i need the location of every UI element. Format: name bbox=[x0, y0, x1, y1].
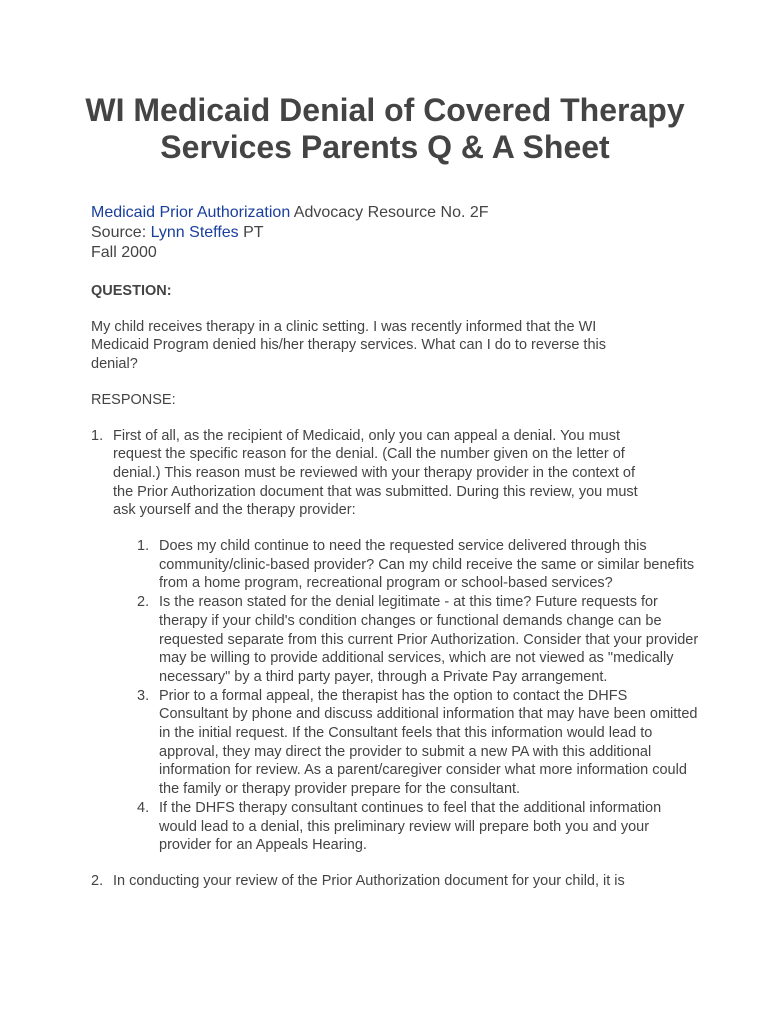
author-suffix: PT bbox=[238, 224, 264, 241]
resource-line bbox=[91, 203, 489, 223]
list-number: 2. bbox=[91, 872, 104, 889]
question-heading: QUESTION: bbox=[91, 283, 172, 299]
list-item-text: First of all, as the recipient of Medicaid, only you can appeal a denial. You must request the specific reason for the denial. (Call the number given on the letter of denial.) This reason must be reviewed with your therapy provider in the context of the Prior Authorization document that was submitted. During this review, you must ask yourself and the therapy provider: bbox=[113, 427, 638, 519]
medicaid-pa-link[interactable]: Medicaid Prior Authorization bbox=[91, 204, 291, 221]
source-label: Source: bbox=[91, 224, 151, 241]
list-number: 1. bbox=[91, 427, 104, 444]
list-item bbox=[91, 427, 699, 855]
title-line-1: WI Medicaid Denial of Covered Therapy bbox=[85, 92, 685, 128]
source-line bbox=[91, 223, 489, 243]
response-list bbox=[91, 427, 699, 891]
sub-list-item bbox=[137, 687, 699, 799]
date-line: Fall 2000 bbox=[91, 244, 157, 261]
sub-list-item bbox=[137, 799, 699, 855]
sub-item-text: If the DHFS therapy consultant continues to feel that the additional information would lead to a denial, this preliminary review will prepare both you and your provider for an Appeals Hearing. bbox=[159, 799, 662, 854]
document-body bbox=[91, 282, 699, 908]
response-heading: RESPONSE: bbox=[91, 391, 176, 408]
document-meta bbox=[91, 203, 489, 263]
list-number: 2. bbox=[137, 594, 150, 611]
title-line-2: Services Parents Q & A Sheet bbox=[160, 129, 610, 165]
sub-list-item bbox=[137, 537, 699, 593]
sub-item-text: Is the reason stated for the denial legitimate - at this time? Future requests for therapy if your child's condition changes or functional demands change can be requested separate from this current Prior Authorization. Consider that your provider may be willing to provide additional services, which are not viewed as "medically necessary" by a third party payer, through a Private Pay arrangement. bbox=[159, 594, 699, 685]
list-number: 3. bbox=[137, 687, 150, 704]
list-item bbox=[91, 872, 651, 891]
sub-item-text: Does my child continue to need the requested service delivered through this community/clinic-based provider? Can my child receive the same or similar benefits from a home program, recreational program or school-based services? bbox=[159, 538, 695, 592]
sub-list bbox=[137, 537, 699, 855]
resource-number: Advocacy Resource No. 2F bbox=[290, 204, 489, 221]
sub-list-item bbox=[137, 593, 699, 687]
author-link[interactable]: Lynn Steffes bbox=[150, 224, 239, 241]
list-number: 4. bbox=[137, 799, 150, 816]
list-number: 1. bbox=[137, 538, 150, 555]
sub-item-text: Prior to a formal appeal, the therapist has the option to contact the DHFS Consultant by phone and discuss additional information that may have been omitted in the initial request. If the Consultant feels that this information would lead to approval, they may direct the provider to submit a new PA with this additional information for review. As a parent/caregiver consider what more information could the family or therapy provider prepare for the consultant. bbox=[159, 687, 698, 798]
question-text: My child receives therapy in a clinic setting. I was recently informed that the WI Medicaid Program denied his/her therapy services. What can I do to reverse this denial? bbox=[91, 318, 606, 373]
list-item-text: In conducting your review of the Prior Authorization document for your child, it is bbox=[113, 872, 625, 889]
document-title bbox=[0, 92, 770, 166]
